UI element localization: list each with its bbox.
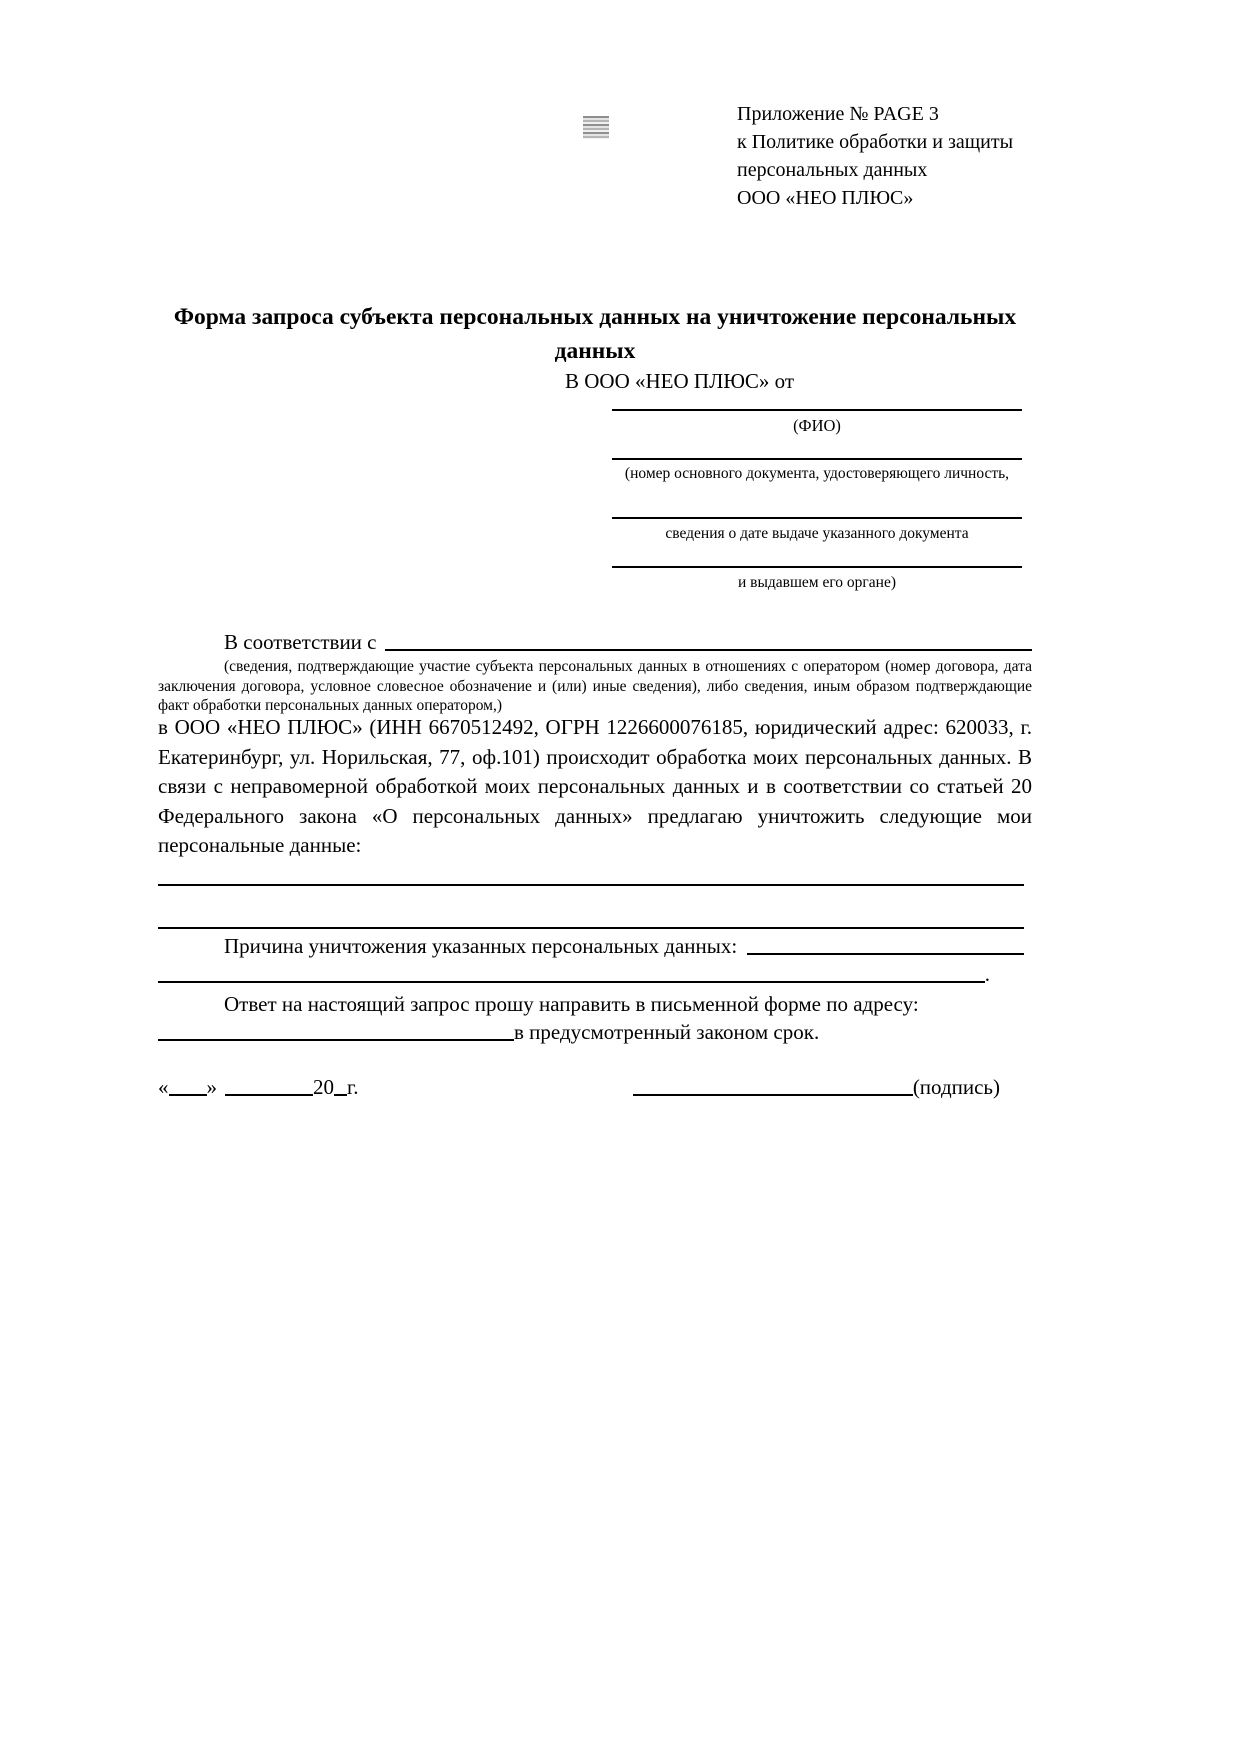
accordance-note: (сведения, подтверждающие участие субъекта персональных данных в отношениях с оператором (номер договора, дата заключения договора, условное словесное обозначение и (или) иные сведения), либо сведения, иным образом подтверждающие факт обработки персональных данных оператором,) xyxy=(158,658,1032,714)
year-suffix: г. xyxy=(347,1075,359,1099)
document-title: Форма запроса субъекта персональных данных на уничтожение персональных данных xyxy=(173,304,1017,364)
address-blank-line xyxy=(158,1039,514,1041)
accordance-row xyxy=(158,629,1032,655)
doc-number-blank-line xyxy=(612,458,1022,460)
date-group xyxy=(158,1074,359,1100)
accordance-label: В соответствии с xyxy=(224,630,377,654)
quote-close: » xyxy=(206,1075,217,1099)
doc-date-blank-line xyxy=(612,517,1022,519)
addressee-line: В ООО «НЕО ПЛЮС» от xyxy=(565,369,795,393)
signature-caption: (подпись) xyxy=(912,1075,1000,1099)
response-term-text: в предусмотренный законом срок. xyxy=(514,1020,820,1044)
year-prefix: 20 xyxy=(313,1075,334,1099)
day-blank xyxy=(169,1094,207,1096)
year-blank xyxy=(334,1094,347,1096)
reason-row xyxy=(158,933,1024,959)
reason-continuation-row xyxy=(158,961,990,987)
response-address-line: Ответ на настоящий запрос прошу направить в письменной форме по адресу: xyxy=(224,992,919,1016)
doc-issuer-blank-line xyxy=(612,566,1022,568)
fio-blank-line xyxy=(612,409,1022,411)
data-blank-line-1 xyxy=(158,884,1024,886)
response-term-row xyxy=(158,1019,1032,1045)
policy-line2: персональных данных xyxy=(737,159,928,181)
data-blank-line-2 xyxy=(158,927,1024,929)
signature-blank xyxy=(633,1094,913,1096)
doc-issuer-caption: и выдавшем его органе) xyxy=(737,574,897,591)
header-block xyxy=(737,100,1013,212)
quote-open: « xyxy=(158,1075,169,1099)
reason-label: Причина уничтожения указанных персональных данных: xyxy=(224,934,738,958)
signature-group xyxy=(633,1074,1000,1100)
doc-date-caption: сведения о дате выдаче указанного документа xyxy=(665,525,969,542)
embedded-object-icon xyxy=(583,116,609,139)
fio-caption: (ФИО) xyxy=(793,416,841,435)
reason-continuation-blank xyxy=(158,981,985,983)
appendix-line: Приложение № PAGE 3 xyxy=(737,103,939,125)
accordance-blank-line xyxy=(385,649,1033,651)
reason-blank-line xyxy=(747,953,1024,955)
body-paragraph: в ООО «НЕО ПЛЮС» (ИНН 6670512492, ОГРН 1226600076185, юридический адрес: 620033, г. Екатеринбург, ул. Норильская, 77, оф.101) происходит обработка моих персональных данных. В связи с неправомерной обработкой моих персональных данных и в соответствии со статьей 20 Федерального закона «О персональных данных» предлагаю уничтожить следующие мои персональные данные: xyxy=(158,715,1032,857)
policy-line: к Политике обработки и защиты xyxy=(737,131,1014,153)
doc-number-caption: (номер основного документа, удостоверяющего личность, xyxy=(624,465,1010,482)
month-blank xyxy=(225,1094,313,1096)
period-text: . xyxy=(984,962,990,986)
company-name: ООО «НЕО ПЛЮС» xyxy=(737,187,914,209)
date-signature-row xyxy=(158,1074,1000,1100)
